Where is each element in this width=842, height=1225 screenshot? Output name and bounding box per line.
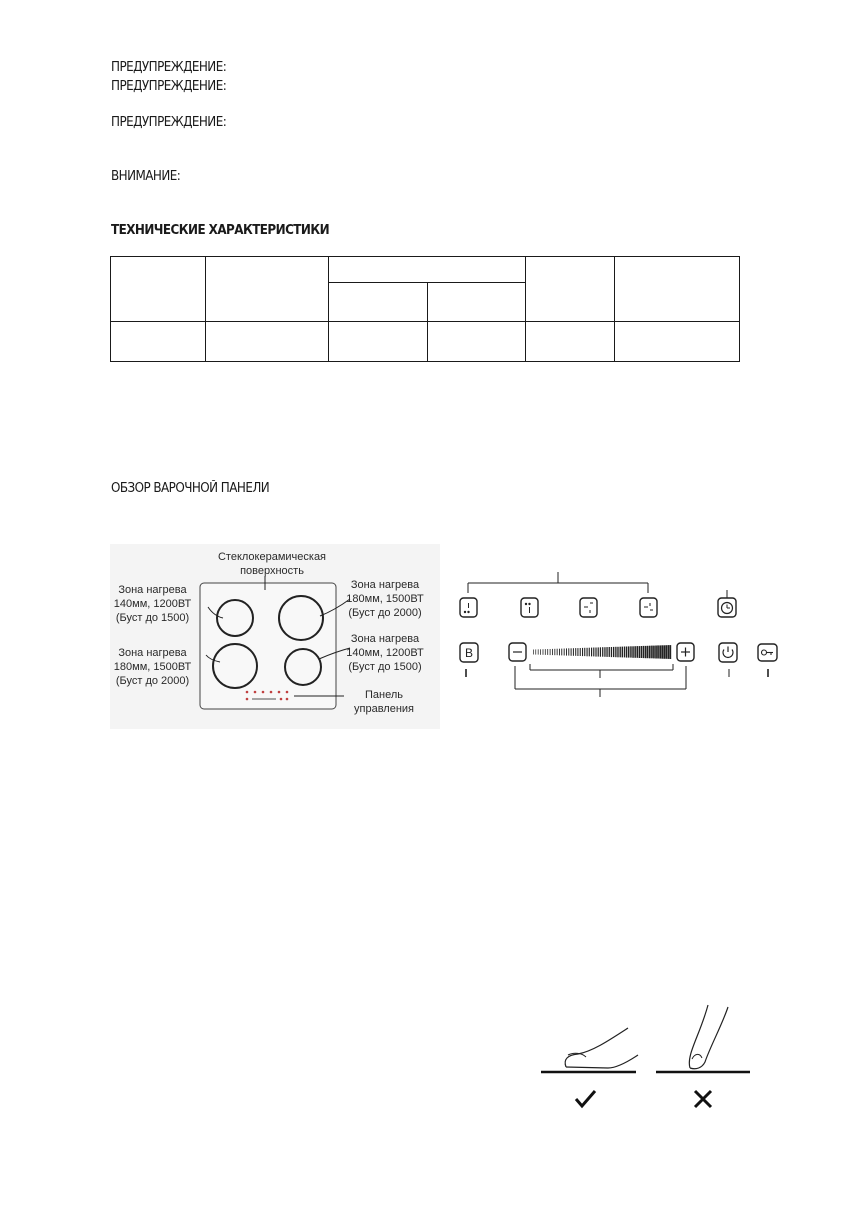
- table-cell: [329, 257, 526, 283]
- slider-bar: [628, 646, 629, 657]
- zone-key-4-icon[interactable]: [640, 598, 657, 617]
- slider-bar: [649, 646, 651, 659]
- slider-bar: [669, 645, 671, 659]
- slider-bar: [645, 646, 647, 658]
- slider-bar: [624, 647, 625, 658]
- slider-bar: [557, 649, 558, 656]
- label-line: Зона нагрева: [350, 633, 420, 645]
- overview-heading: ОБЗОР ВАРОЧНОЙ ПАНЕЛИ: [111, 481, 270, 496]
- label-line: (Буст до 1500): [348, 661, 422, 673]
- table-cell: [615, 257, 740, 322]
- label-line: 140мм, 1200ВТ: [346, 647, 424, 659]
- slider-bar: [604, 647, 605, 657]
- label-line: Панель: [364, 689, 403, 701]
- slider-bar: [550, 649, 551, 655]
- attention-heading: ВНИМАНИЕ:: [111, 169, 181, 184]
- slider-bar: [547, 649, 548, 655]
- table-cell: [428, 283, 526, 322]
- power-slider[interactable]: [533, 645, 671, 659]
- label-line: Зона нагрева: [118, 647, 187, 659]
- slider-bar: [600, 647, 601, 656]
- slider-bar: [582, 648, 583, 656]
- slider-bar: [598, 647, 599, 656]
- table-cell: [329, 322, 428, 362]
- zone-key-3-icon[interactable]: [580, 598, 597, 617]
- slider-bar: [595, 648, 596, 657]
- hob-overview-figure: [110, 544, 440, 729]
- slider-bar: [566, 648, 567, 655]
- zone-key-1-icon[interactable]: [460, 598, 477, 617]
- slider-bar: [545, 649, 546, 655]
- table-cell: [615, 322, 740, 362]
- slider-bar: [622, 647, 623, 658]
- slider-bar: [615, 647, 616, 657]
- table-cell: [329, 283, 428, 322]
- slider-bar: [611, 647, 612, 657]
- slider-bar: [575, 648, 576, 656]
- slider-bar: [540, 649, 541, 655]
- slider-bar: [653, 646, 655, 659]
- table-cell: [428, 322, 526, 362]
- control-panel-diagram: [455, 560, 795, 705]
- slider-bar: [613, 647, 614, 657]
- check-mark-icon: [576, 1091, 595, 1106]
- slider-bar: [606, 647, 607, 657]
- slider-bar: [632, 646, 633, 658]
- zone-label-rear-right: [342, 632, 428, 674]
- table-cell: [526, 322, 615, 362]
- slider-bar: [568, 648, 569, 655]
- slider-bar: [577, 648, 578, 656]
- zone-key-2-icon[interactable]: [521, 598, 538, 617]
- label-line: (Буст до 2000): [348, 607, 422, 619]
- slider-bar: [533, 650, 534, 655]
- label-line: Зона нагрева: [350, 579, 420, 591]
- label-line: 180мм, 1500ВТ: [346, 593, 424, 605]
- table-cell: [526, 257, 615, 322]
- slider-bar: [564, 649, 565, 656]
- slider-bar: [630, 646, 631, 657]
- correct-finger-icon: [565, 1028, 628, 1067]
- slider-bar: [561, 649, 562, 656]
- specs-heading: ТЕХНИЧЕСКИЕ ХАРАКТЕРИСТИКИ: [111, 223, 330, 238]
- label-line: 140мм, 1200ВТ: [113, 598, 192, 610]
- warning-heading-2: ПРЕДУПРЕЖДЕНИЕ:: [111, 79, 227, 94]
- zone-label-front-left: [110, 583, 195, 625]
- slider-bar: [620, 647, 621, 658]
- slider-bar: [609, 647, 610, 657]
- lock-button[interactable]: [758, 644, 777, 661]
- slider-bar: [651, 646, 653, 659]
- slider-bar: [602, 647, 603, 657]
- specs-table: [110, 256, 740, 362]
- slider-bar: [659, 645, 661, 658]
- slider-bar: [573, 648, 574, 656]
- touch-technique-illustration: [538, 995, 758, 1115]
- label-line: (Буст до 1500): [115, 612, 190, 624]
- label-line: Зона нагрева: [118, 584, 187, 596]
- slider-bar: [587, 648, 588, 657]
- slider-bar: [641, 646, 643, 658]
- slider-bar: [639, 646, 641, 658]
- zone-label-rear-left: [110, 646, 195, 688]
- boost-button[interactable]: [460, 643, 478, 662]
- slider-bar: [593, 648, 594, 657]
- slider-bar: [571, 648, 572, 656]
- slider-bar: [589, 648, 590, 657]
- slider-bar: [655, 646, 657, 659]
- slider-bar: [543, 649, 544, 655]
- slider-bar: [661, 645, 663, 658]
- zone-label-front-right: [342, 578, 428, 620]
- slider-bar: [580, 648, 581, 656]
- glass-surface-label: [207, 550, 337, 578]
- slider-bar: [657, 645, 659, 658]
- slider-bar: [559, 649, 560, 656]
- slider-bar: [663, 645, 665, 659]
- slider-bar: [647, 646, 649, 658]
- slider-bar: [584, 648, 585, 656]
- timer-key-icon[interactable]: [718, 598, 736, 617]
- power-button[interactable]: [719, 643, 737, 662]
- label-line: Стеклокерамическая: [217, 551, 327, 563]
- slider-bar: [634, 646, 636, 658]
- control-panel-label: [346, 688, 422, 716]
- plus-button[interactable]: [677, 643, 694, 661]
- slider-bar: [643, 646, 645, 658]
- slider-bar: [554, 649, 555, 655]
- slider-bar: [626, 647, 627, 658]
- table-cell: [206, 322, 329, 362]
- boost-key-label: B: [464, 646, 474, 660]
- label-line: 180мм, 1500ВТ: [113, 661, 192, 673]
- slider-bar: [617, 647, 618, 658]
- slider-bar: [637, 646, 639, 658]
- slider-bar: [552, 649, 553, 655]
- minus-button[interactable]: [509, 643, 526, 661]
- label-line: поверхность: [240, 565, 304, 577]
- slider-bar: [667, 645, 669, 659]
- table-cell: [111, 322, 206, 362]
- slider-bar: [665, 645, 667, 659]
- table-cell: [206, 257, 329, 322]
- slider-bar: [591, 648, 592, 657]
- slider-bar: [535, 649, 536, 654]
- warning-heading-3: ПРЕДУПРЕЖДЕНИЕ:: [111, 115, 227, 130]
- cross-mark-icon: [695, 1091, 711, 1107]
- label-line: управления: [354, 703, 414, 715]
- warning-heading-1: ПРЕДУПРЕЖДЕНИЕ:: [111, 60, 227, 75]
- slider-bar: [538, 649, 539, 654]
- label-line: (Буст до 2000): [115, 675, 190, 687]
- table-cell: [111, 257, 206, 322]
